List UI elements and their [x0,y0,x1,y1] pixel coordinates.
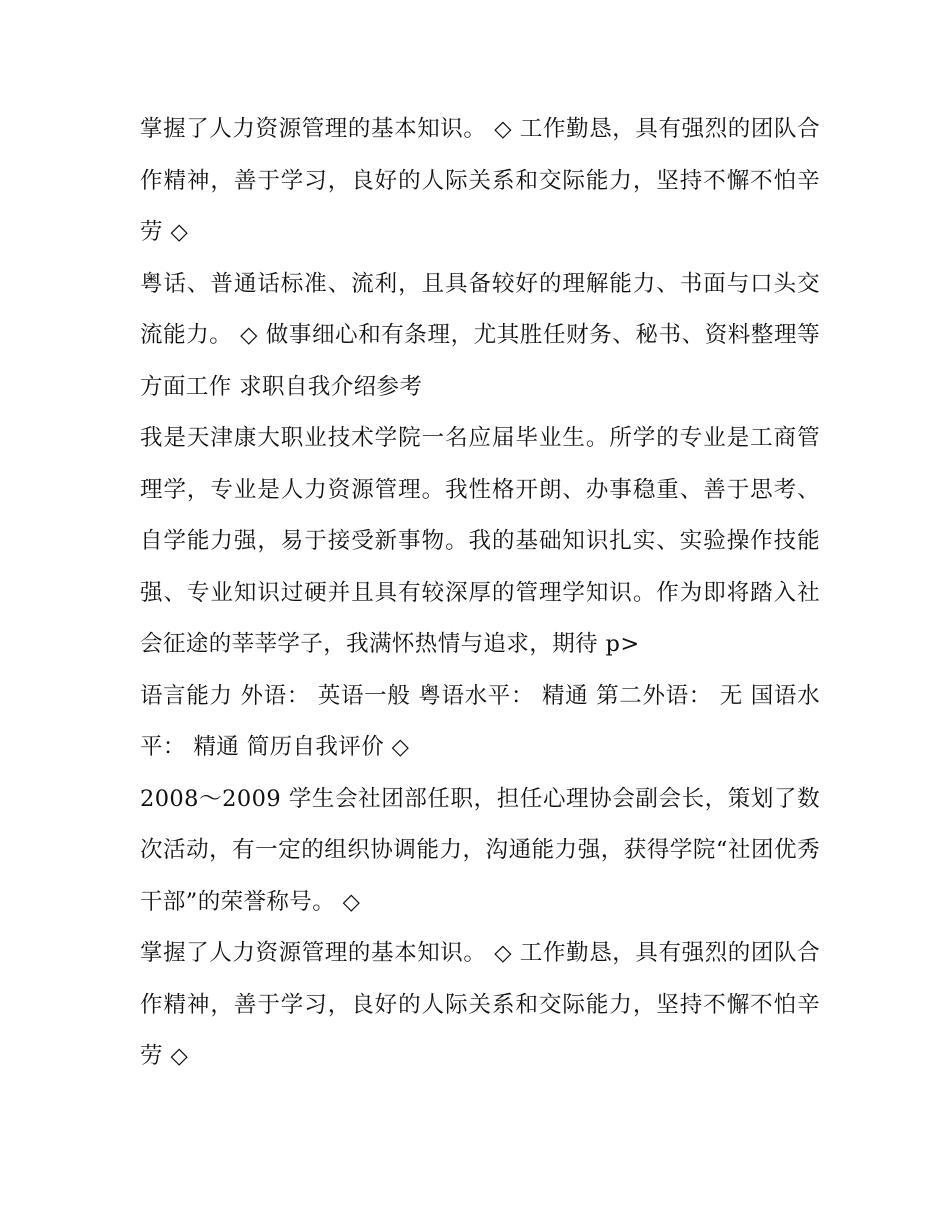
paragraph-skills-summary: 掌握了人力资源管理的基本知识。 ◇ 工作勤恳，具有强烈的团队合作精神，善于学习，良好的人际关系和交际能力，坚持不懈不怕辛劳 ◇ [140,116,820,245]
document-body [140,104,820,1083]
paragraph-language-levels: 语言能力 外语： 英语一般 粤语水平： 精通 第二外语： 无 国语水平： 精通 简历自我评价 ◇ [140,682,820,760]
paragraph-skills-summary-repeat: 掌握了人力资源管理的基本知识。 ◇ 工作勤恳，具有强烈的团队合作精神，善于学习，良好的人际关系和交际能力，坚持不懈不怕辛劳 ◇ [140,940,820,1069]
paragraph-language-ability: 粤话、普通话标准、流利，且具备较好的理解能力、书面与口头交流能力。 ◇ 做事细心和有条理，尤其胜任财务、秘书、资料整理等方面工作 求职自我介绍参考 [140,270,820,400]
paragraph-self-introduction: 我是天津康大职业技术学院一名应届毕业生。所学的专业是工商管理学，专业是人力资源管理。我性格开朗、办事稳重、善于思考、自学能力强，易于接受新事物。我的基础知识扎实、实验操作技能强、专业知识过硬并且具有较深厚的管理学知识。作为即将踏入社会征途的莘莘学子，我满怀热情与追求，期待 p> [140,425,820,657]
paragraph-student-union: 2008～2009 学生会社团部任职，担任心理协会副会长，策划了数次活动，有一定的组织协调能力，沟通能力强，获得学院“社团优秀干部”的荣誉称号。 ◇ [140,785,820,915]
